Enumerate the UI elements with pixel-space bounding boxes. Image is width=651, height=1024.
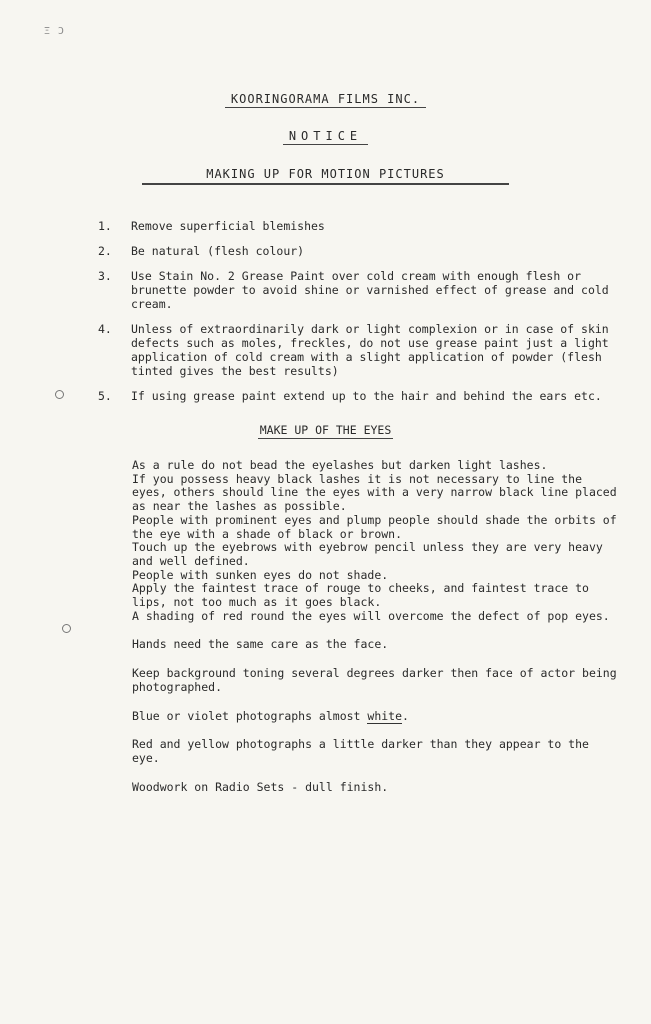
eyes-heading: MAKE UP OF THE EYES [259, 423, 392, 437]
eyes-line: Apply the faintest trace of rouge to cheeks, and faintest trace to lips, not too much as it goes black. [132, 581, 589, 610]
list-item: 4. Unless of extraordinarily dark or light complexion or in case of skin defects such as moles, freckles, do not use grease paint just a light application of cold cream with a slight application of powder (flesh tinted gives the best results) [98, 322, 609, 378]
rules-list [98, 219, 618, 414]
list-item: 1. Remove superficial blemishes [98, 219, 325, 233]
eyes-line: People with sunken eyes do not shade. [132, 567, 389, 582]
note-hands: Hands need the same care as the face. [132, 637, 389, 652]
punch-hole-1 [55, 390, 64, 399]
corner-mark: Ξ Ͻ [44, 26, 66, 37]
punch-hole-2 [62, 624, 71, 633]
eyes-line: People with prominent eyes and plump people should shade the orbits of the eye with a shade of black or brown. [132, 512, 617, 541]
eyes-line: A shading of red round the eyes will overcome the defect of pop eyes. [132, 608, 610, 623]
note-blue: Blue or violet photographs almost white. [132, 708, 409, 723]
note-background: Keep background toning several degrees darker then face of actor being photographed. [132, 666, 617, 694]
eyes-line: As a rule do not bead the eyelashes but darken light lashes. [132, 458, 548, 472]
eyes-line: Touch up the eyebrows with eyebrow pencil unless they are very heavy and well defined. [132, 540, 603, 568]
list-item: 2. Be natural (flesh colour) [98, 244, 305, 258]
company-title: KOORINGORAMA FILMS INC. [0, 92, 651, 106]
note-woodwork: Woodwork on Radio Sets - dull finish. [132, 779, 389, 794]
notice-title: NOTICE [0, 129, 651, 143]
note-red: Red and yellow photographs a little darker than they appear to the eye. [132, 737, 589, 765]
list-item: 5. If using grease paint extend up to the hair and behind the ears etc. [98, 389, 602, 403]
eyes-section [132, 459, 622, 794]
list-item: 3. Use Stain No. 2 Grease Paint over cold cream with enough flesh or brunette powder to avoid shine or varnished effect of grease and cold cream. [98, 269, 609, 311]
eyes-line: If you possess heavy black lashes it is not necessary to line the eyes, others should line the eyes with a very narrow black line placed as near the lashes as possible. [132, 471, 617, 514]
subtitle: MAKING UP FOR MOTION PICTURES [0, 167, 651, 181]
